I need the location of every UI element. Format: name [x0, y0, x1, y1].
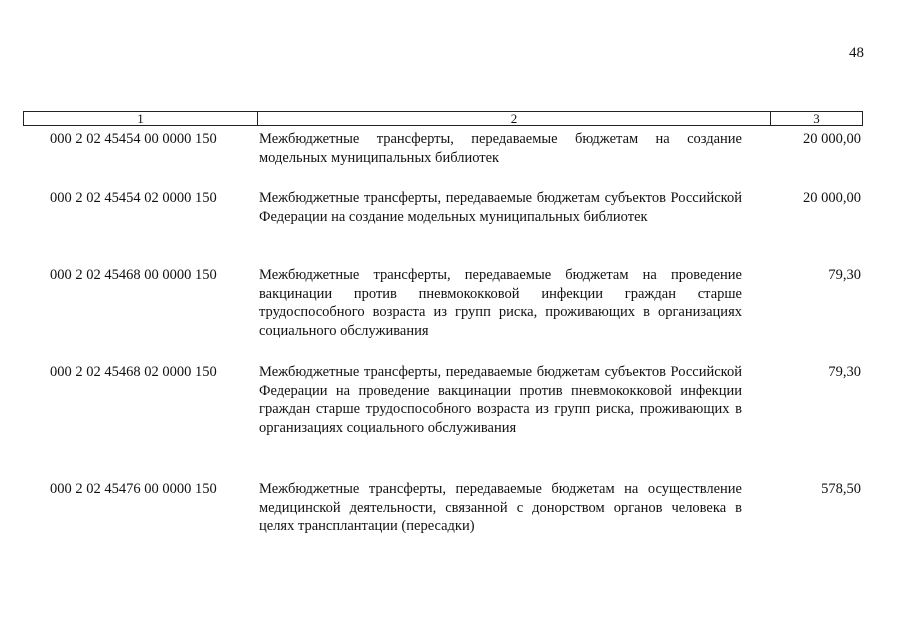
row-description: Межбюджетные трансферты, передаваемые бюджетам на осуществление медицинской деятельности, связанной с донорством органов человека в целях трансплантации (пересадки)	[259, 481, 742, 534]
budget-code: 000 2 02 45476 00 0000 150	[50, 481, 217, 497]
table-header-col-2: 2	[258, 112, 771, 125]
row-amount: 20 000,00	[803, 131, 861, 147]
row-description: Межбюджетные трансферты, передаваемые бюджетам субъектов Российской Федерации на создание модельных муниципальных библиотек	[259, 190, 742, 225]
budget-code: 000 2 02 45454 02 0000 150	[50, 190, 217, 206]
budget-code: 000 2 02 45454 00 0000 150	[50, 131, 217, 147]
row-description: Межбюджетные трансферты, передаваемые бюджетам субъектов Российской Федерации на проведение вакцинации против пневмококковой инфекции граждан старше трудоспособного возраста из групп риска, проживающих в организациях социального обслуживания	[259, 364, 742, 436]
row-amount: 79,30	[828, 267, 861, 283]
table-header-col-3: 3	[813, 111, 820, 126]
table-header-col-1: 1	[24, 112, 258, 125]
page-number: 48	[849, 45, 864, 61]
budget-code: 000 2 02 45468 02 0000 150	[50, 364, 217, 380]
row-amount: 20 000,00	[803, 190, 861, 206]
row-amount: 79,30	[828, 364, 861, 380]
budget-code: 000 2 02 45468 00 0000 150	[50, 267, 217, 283]
row-description: Межбюджетные трансферты, передаваемые бюджетам на проведение вакцинации против пневмококковой инфекции граждан старше трудоспособного возраста из групп риска, проживающих в организациях социального обслуживания	[259, 267, 742, 339]
table-header-row	[23, 111, 863, 126]
row-amount: 578,50	[821, 481, 861, 497]
row-description: Межбюджетные трансферты, передаваемые бюджетам на создание модельных муниципальных библиотек	[259, 131, 742, 166]
